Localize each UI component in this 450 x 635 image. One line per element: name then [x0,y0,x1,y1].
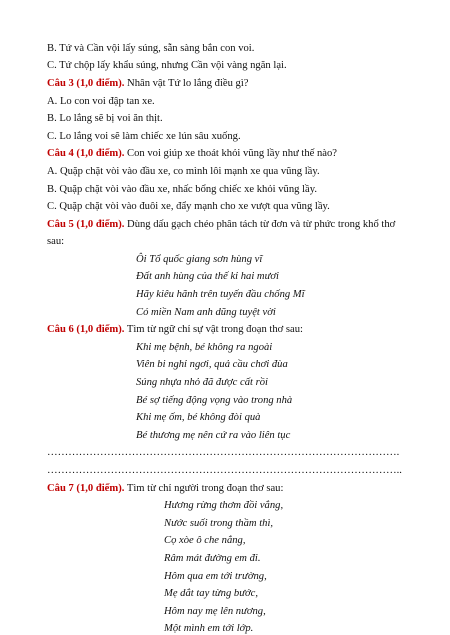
q5-poem-line: Có miền Nam anh dũng tuyệt vời [136,307,276,318]
q5-poem-line: Ôi Tổ quốc giang sơn hùng vĩ [136,254,263,265]
question-7 [47,482,283,495]
question-6-text: Tìm từ ngữ chỉ sự vật trong đoạn thơ sau: [124,324,303,335]
q6-poem-line: Súng nhựa nhỏ đã được cất rồi [136,377,268,388]
q6-poem-line: Bé thương mẹ nên cứ ra vào liên tục [136,430,291,441]
q5-poem-line: Đất anh hùng của thế kỉ hai mươi [136,271,279,282]
q5-poem-line: Hãy kiêu hãnh trên tuyến đầu chống Mĩ [136,289,305,300]
question-7-label: Câu 7 (1,0 điểm). [47,483,125,494]
answer-line[interactable]: ……………………………………………………………………………………….. [47,465,402,476]
question-5 [47,218,395,231]
q7-poem-line: Hương rừng thơm đồi vắng, [164,500,284,511]
q3-option-b: B. Lo lắng sẽ bị voi ăn thịt. [47,113,163,124]
question-4-label: Câu 4 (1,0 điểm). [47,148,125,159]
question-4 [47,147,337,160]
q3-option-c: C. Lo lắng voi sẽ làm chiếc xe lún sâu xuống. [47,131,241,142]
question-4-text: Con voi giúp xe thoát khỏi vũng lầy như thế nào? [124,148,337,159]
q7-poem-line: Cọ xòe ô che nắng, [164,535,246,546]
q7-poem-line: Râm mát đường em đi. [164,553,261,564]
question-5-label: Câu 5 (1,0 điểm). [47,219,125,230]
question-7-text: Tìm từ chỉ người trong đoạn thơ sau: [124,483,284,494]
q6-poem-line: Viên bi nghỉ ngơi, quả cầu chơi đùa [136,359,288,370]
option-b-q2: B. Tứ và Cần vội lấy súng, sẵn sàng bắn con voi. [47,43,255,54]
question-3-label: Câu 3 (1,0 điểm). [47,78,125,89]
q7-poem-line: Hôm qua em tới trường, [164,571,267,582]
q7-poem-line: Một mình em tới lớp. [164,623,254,634]
q6-poem-line: Bé sợ tiếng động vọng vào trong nhà [136,395,293,406]
question-6-label: Câu 6 (1,0 điểm). [47,324,125,335]
q7-poem-line: Nước suối trong thầm thì, [164,518,274,529]
option-c-q2: C. Tứ chộp lấy khẩu súng, nhưng Cần vội vàng ngăn lại. [47,60,287,71]
q3-option-a: A. Lo con voi đập tan xe. [47,96,155,107]
q4-option-b: B. Quặp chặt vòi vào đầu xe, nhấc bổng chiếc xe khỏi vũng lầy. [47,184,317,195]
q7-poem-line: Hôm nay mẹ lên nương, [164,606,266,617]
answer-line[interactable]: ………………………………………………………………………………………. [47,447,400,458]
question-3 [47,77,249,90]
q4-option-a: A. Quặp chặt vòi vào đầu xe, co mình lôi mạnh xe qua vũng lầy. [47,166,320,177]
question-5-text-cont: sau: [47,236,65,247]
q6-poem-line: Khi mẹ ốm, bé không đòi quà [136,412,261,423]
question-6 [47,323,303,336]
q6-poem-line: Khi mẹ bệnh, bé không ra ngoài [136,342,273,353]
q4-option-c: C. Quặp chặt vòi vào đuôi xe, đẩy mạnh cho xe vượt qua vũng lầy. [47,201,330,212]
question-5-text: Dùng dấu gạch chéo phân tách từ đơn và từ phức trong khổ thơ [124,219,396,230]
q7-poem-line: Mẹ dắt tay từng bước, [164,588,258,599]
question-3-text: Nhân vật Tứ lo lắng điều gì? [124,78,249,89]
